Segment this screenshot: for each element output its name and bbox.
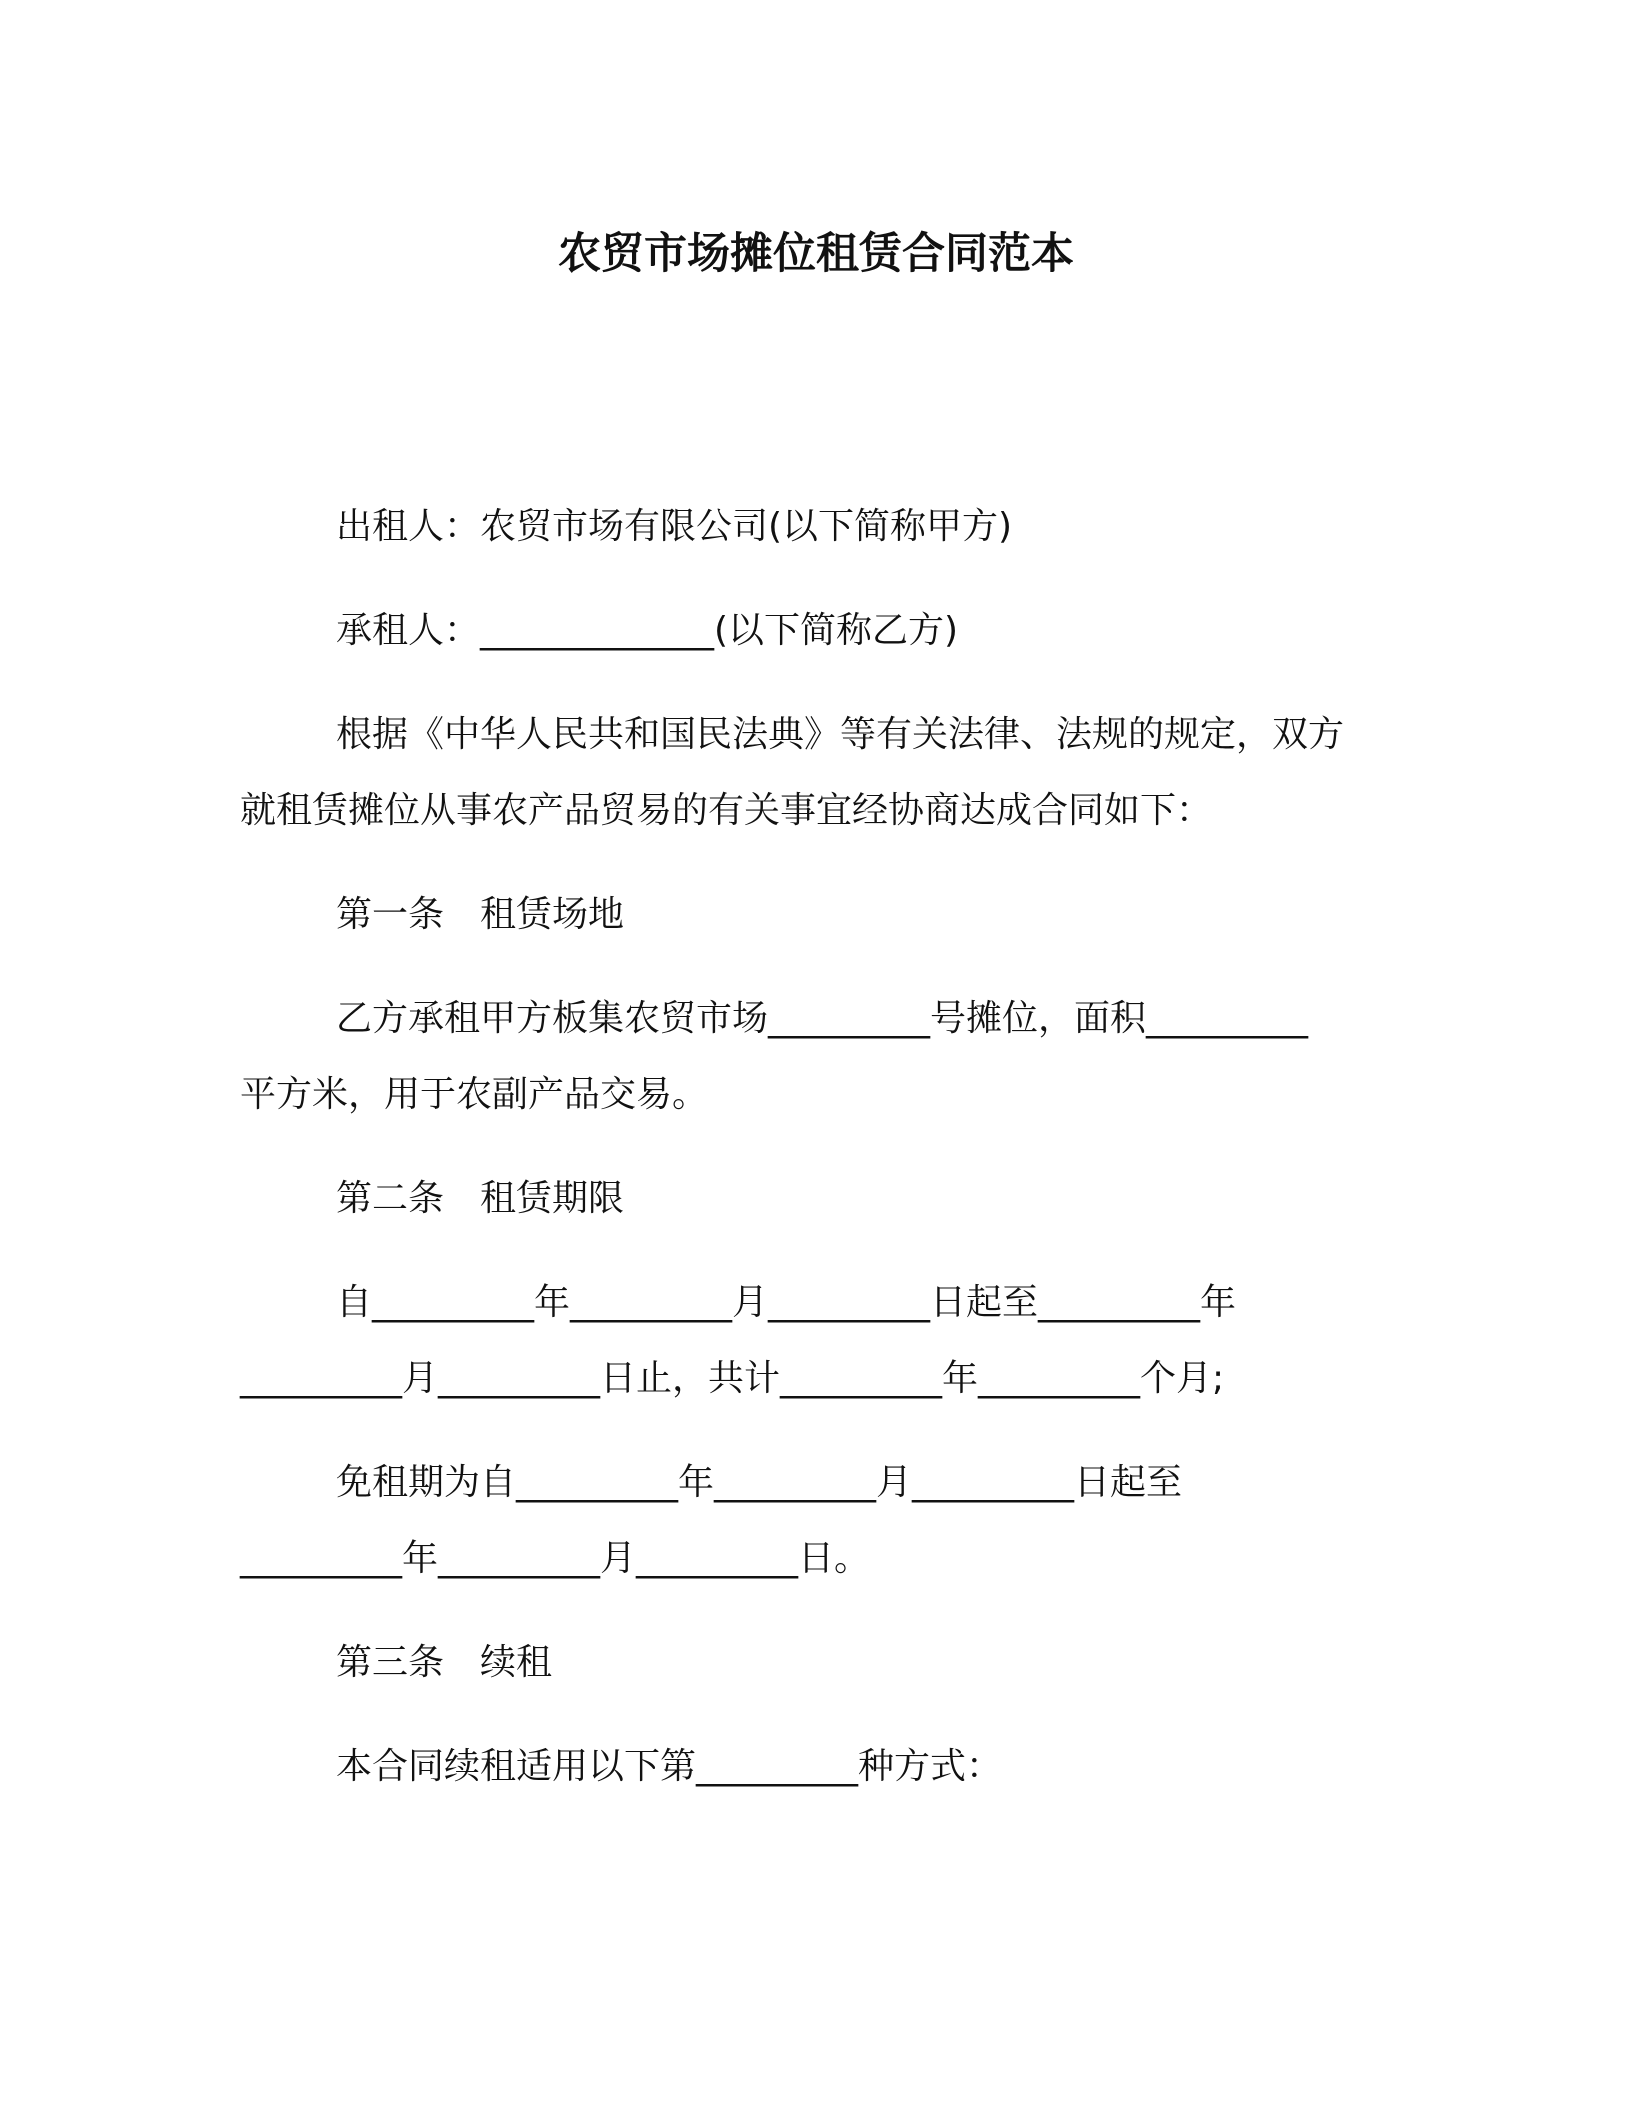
lessee-paragraph (240, 593, 1390, 669)
article-3-heading (240, 1625, 1390, 1701)
document-title: 农贸市场摊位租赁合同范本 (558, 229, 1074, 279)
article-1-body (240, 981, 1390, 1133)
paragraph-line: _________月_________日止，共计_________年_________个月; (240, 1358, 1225, 1399)
paragraph-line: 出租人：农贸市场有限公司(以下简称甲方) (336, 506, 1013, 547)
paragraph-line: 本合同续租适用以下第_________种方式： (336, 1746, 1003, 1787)
paragraph-line: 免租期为自_________年_________月_________日起至 (336, 1462, 1183, 1503)
paragraph-line: 承租人：_____________(以下简称乙方) (336, 610, 959, 651)
paragraph-line: 根据《中华人民共和国民法典》等有关法律、法规的规定，双方 (336, 714, 1345, 755)
paragraph-line: 自_________年_________月_________日起至_________年 (336, 1282, 1237, 1323)
preamble-paragraph (240, 697, 1390, 849)
paragraph-line: _________年_________月_________日。 (240, 1538, 870, 1579)
paragraph-line: 第二条 租赁期限 (336, 1178, 625, 1219)
article-2-heading (240, 1161, 1390, 1237)
article-1-heading (240, 877, 1390, 953)
paragraph-line: 第一条 租赁场地 (336, 894, 625, 935)
article-2-rent-free-period (240, 1445, 1390, 1597)
paragraph-line: 乙方承租甲方板集农贸市场_________号摊位，面积_________ (336, 998, 1309, 1039)
article-2-term (240, 1265, 1390, 1417)
paragraph-line: 第三条 续租 (336, 1642, 553, 1683)
lessor-paragraph (240, 489, 1390, 565)
article-3-body (240, 1729, 1390, 1805)
paragraph-line: 就租赁摊位从事农产品贸易的有关事宜经协商达成合同如下： (240, 790, 1213, 831)
paragraph-line: 平方米，用于农副产品交易。 (240, 1074, 709, 1115)
